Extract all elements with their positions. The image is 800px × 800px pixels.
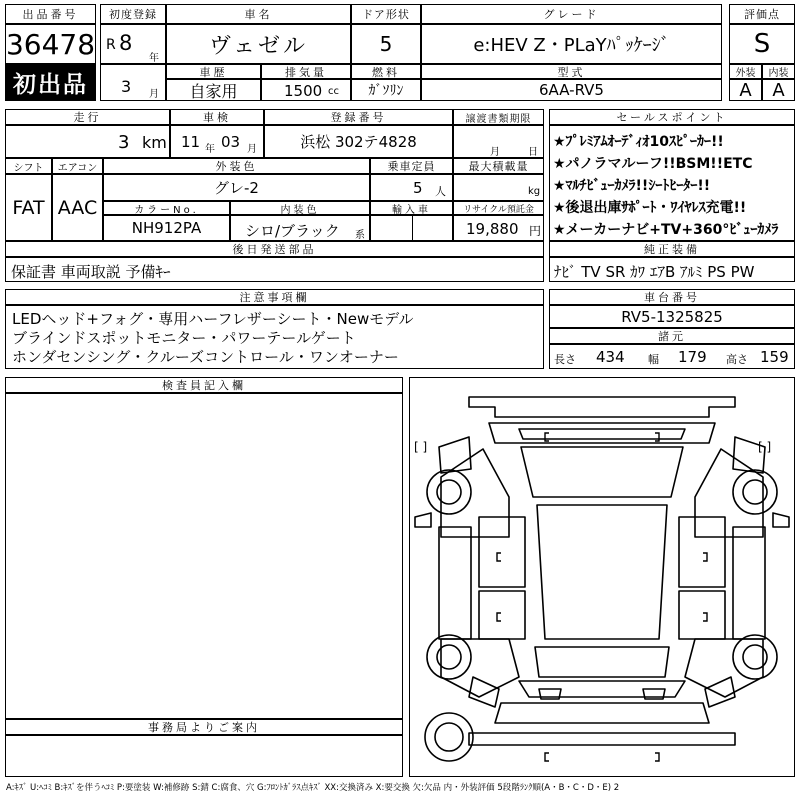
mileage-cell bbox=[5, 125, 170, 158]
import-label: 輸入車 bbox=[370, 201, 453, 215]
month-unit: 月 bbox=[149, 89, 159, 100]
displacement-cell bbox=[261, 79, 351, 101]
mileage-label: 走行 bbox=[5, 109, 170, 125]
plate-number: 浜松 302テ4828 bbox=[264, 125, 453, 158]
diagram-bracket-right: [ ] bbox=[758, 440, 772, 454]
exterior-color-label: 外装色 bbox=[103, 158, 370, 174]
chassis-label: 車台番号 bbox=[549, 289, 795, 305]
length-label: 長さ bbox=[554, 353, 576, 366]
mileage-unit: km bbox=[142, 133, 167, 152]
width-label: 幅 bbox=[648, 353, 659, 366]
sales-point: ★後退出庫ｻﾎﾟｰﾄ・ﾜｲﾔﾚｽ充電!! bbox=[553, 200, 747, 216]
displacement-unit: cc bbox=[328, 86, 339, 97]
shift-label: シフト bbox=[5, 158, 52, 174]
later-parts: 保証書 車両取説 予備ｷｰ bbox=[11, 263, 171, 281]
inspection-label: 車検 bbox=[170, 109, 264, 125]
interior-color-suffix: 系 bbox=[355, 230, 365, 241]
office-notice-area bbox=[5, 735, 403, 777]
transfer-month-unit: 月 bbox=[490, 147, 500, 158]
grade-label: グレード bbox=[421, 4, 722, 24]
note-line: LEDヘッド+フォグ・専用ハーフレザーシート・Newモデル bbox=[12, 310, 414, 328]
history-label: 車歴 bbox=[166, 64, 261, 79]
sales-point: ★パノラマルーフ!!BSM!!ETC bbox=[553, 156, 753, 172]
height-label: 高さ bbox=[726, 353, 748, 366]
model-code-label: 型式 bbox=[421, 64, 722, 79]
inspection-month: 03 bbox=[221, 133, 241, 151]
car-name-label: 車名 bbox=[166, 4, 351, 24]
recycle-label: リサイクル預託金 bbox=[453, 201, 544, 215]
year-unit: 年 bbox=[149, 53, 159, 64]
length: 434 bbox=[596, 348, 625, 366]
fuel: ｶﾞｿﾘﾝ bbox=[351, 79, 421, 101]
shift: FAT bbox=[5, 174, 52, 241]
sales-points bbox=[549, 125, 795, 241]
diagram-bracket-left: [ ] bbox=[414, 440, 428, 454]
specs-label: 諸元 bbox=[549, 328, 795, 344]
transfer-deadline-label: 譲渡書類期限 bbox=[453, 109, 544, 125]
registration-month: 3 bbox=[121, 77, 132, 96]
car-outline-drawing bbox=[409, 377, 795, 777]
displacement: 1500 bbox=[284, 82, 323, 100]
equipment: ﾅﾋﾞ TV SR ｶﾜ ｴｱB ｱﾙﾐ PS PW bbox=[554, 263, 755, 281]
note-line: ブラインドスポットモニター・パワーテールゲート bbox=[12, 329, 356, 347]
legend: A:ｷｽﾞ U:ﾍｺﾐ B:ｷｽﾞを伴うﾍｺﾐ P:要塗装 W:補修跡 S:錆 C:腐食、穴 G:ﾌﾛﾝﾄｶﾞﾗｽ点ｷｽﾞ XX:交換済み X:要交換 欠:欠品 内・外装評価 5段階ﾗﾝｸ順(A・B・C・D・E) 2 bbox=[6, 783, 620, 793]
max-load-unit: kg bbox=[528, 186, 541, 197]
exterior-color: グレ-2 bbox=[103, 174, 370, 201]
first-listing-badge: 初出品 bbox=[5, 64, 96, 101]
transfer-deadline-cell bbox=[453, 125, 544, 158]
exterior-grade: A bbox=[729, 79, 762, 101]
fuel-label: 燃料 bbox=[351, 64, 421, 79]
interior-color-cell bbox=[230, 215, 370, 241]
inspection-cell bbox=[170, 125, 264, 158]
recycle-fee: 19,880 bbox=[466, 220, 519, 238]
interior-grade-label: 内装 bbox=[762, 64, 795, 79]
capacity-label: 乗車定員 bbox=[370, 158, 453, 174]
score-label: 評価点 bbox=[729, 4, 795, 24]
era: R bbox=[106, 37, 116, 53]
grade: e:HEV Z・PLaYﾊﾟｯｹｰｼﾞ bbox=[421, 24, 722, 64]
aircon: AAC bbox=[52, 174, 103, 241]
first-registration-year bbox=[100, 24, 166, 64]
height: 159 bbox=[760, 348, 789, 366]
sales-point: ★ﾏﾙﾁﾋﾞｭｰｶﾒﾗ!!ｼｰﾄﾋｰﾀｰ!! bbox=[553, 178, 711, 194]
sales-point: ★メーカーナビ+TV+360°ﾋﾞｭｰｶﾒﾗ bbox=[553, 222, 779, 238]
inspector-notes-area bbox=[5, 393, 403, 719]
car-name: ヴェゼル bbox=[166, 24, 351, 64]
max-load-cell bbox=[453, 174, 544, 201]
equipment-cell bbox=[549, 257, 795, 282]
inspector-notes-label: 検査員記入欄 bbox=[5, 377, 403, 393]
lot-number: 36478 bbox=[5, 24, 96, 64]
recycle-unit: 円 bbox=[529, 224, 542, 238]
plate-label: 登録番号 bbox=[264, 109, 453, 125]
door-count: 5 bbox=[351, 24, 421, 64]
aircon-label: エアコン bbox=[52, 158, 103, 174]
history: 自家用 bbox=[166, 79, 261, 101]
notes-label: 注意事項欄 bbox=[5, 289, 544, 305]
inspection-year-unit: 年 bbox=[205, 144, 215, 155]
color-number: NH912PA bbox=[103, 215, 230, 241]
max-load-label: 最大積載量 bbox=[453, 158, 544, 174]
note-line: ホンダセンシング・クルーズコントロール・ワンオーナー bbox=[12, 348, 399, 366]
later-parts-cell bbox=[5, 257, 544, 282]
capacity: 5 bbox=[413, 179, 423, 197]
width: 179 bbox=[678, 348, 707, 366]
model-code: 6AA-RV5 bbox=[421, 79, 722, 101]
interior-grade: A bbox=[762, 79, 795, 101]
recycle-cell bbox=[453, 215, 544, 241]
later-parts-label: 後日発送部品 bbox=[5, 241, 544, 257]
color-number-label: カラーNo. bbox=[103, 201, 230, 215]
interior-color-label: 内装色 bbox=[230, 201, 370, 215]
inspection-year: 11 bbox=[181, 133, 201, 151]
overall-score: S bbox=[729, 24, 795, 64]
sales-point: ★ﾌﾟﾚﾐｱﾑｵｰﾃﾞｨｵ10ｽﾋﾟｰｶｰ!! bbox=[553, 134, 724, 150]
lot-number-label: 出品番号 bbox=[5, 4, 96, 24]
sales-points-label: セールスポイント bbox=[549, 109, 795, 125]
first-registration-label: 初度登録 bbox=[100, 4, 166, 24]
chassis-number: RV5-1325825 bbox=[549, 305, 795, 328]
office-notice-label: 事務局よりご案内 bbox=[5, 719, 403, 735]
registration-year: 8 bbox=[119, 31, 133, 55]
capacity-cell bbox=[370, 174, 453, 201]
exterior-grade-label: 外装 bbox=[729, 64, 762, 79]
equipment-label: 純正装備 bbox=[549, 241, 795, 257]
first-registration-month bbox=[100, 64, 166, 101]
inspection-month-unit: 月 bbox=[247, 144, 257, 155]
door-type-label: ドア形状 bbox=[351, 4, 421, 24]
mileage: 3 bbox=[118, 132, 130, 153]
transfer-day-unit: 日 bbox=[528, 147, 538, 158]
import-cell-divider bbox=[412, 215, 453, 241]
displacement-label: 排気量 bbox=[261, 64, 351, 79]
specs-cell bbox=[549, 344, 795, 369]
notes bbox=[5, 305, 544, 369]
interior-color: シロ/ブラック bbox=[245, 222, 340, 240]
capacity-unit: 人 bbox=[435, 185, 446, 198]
